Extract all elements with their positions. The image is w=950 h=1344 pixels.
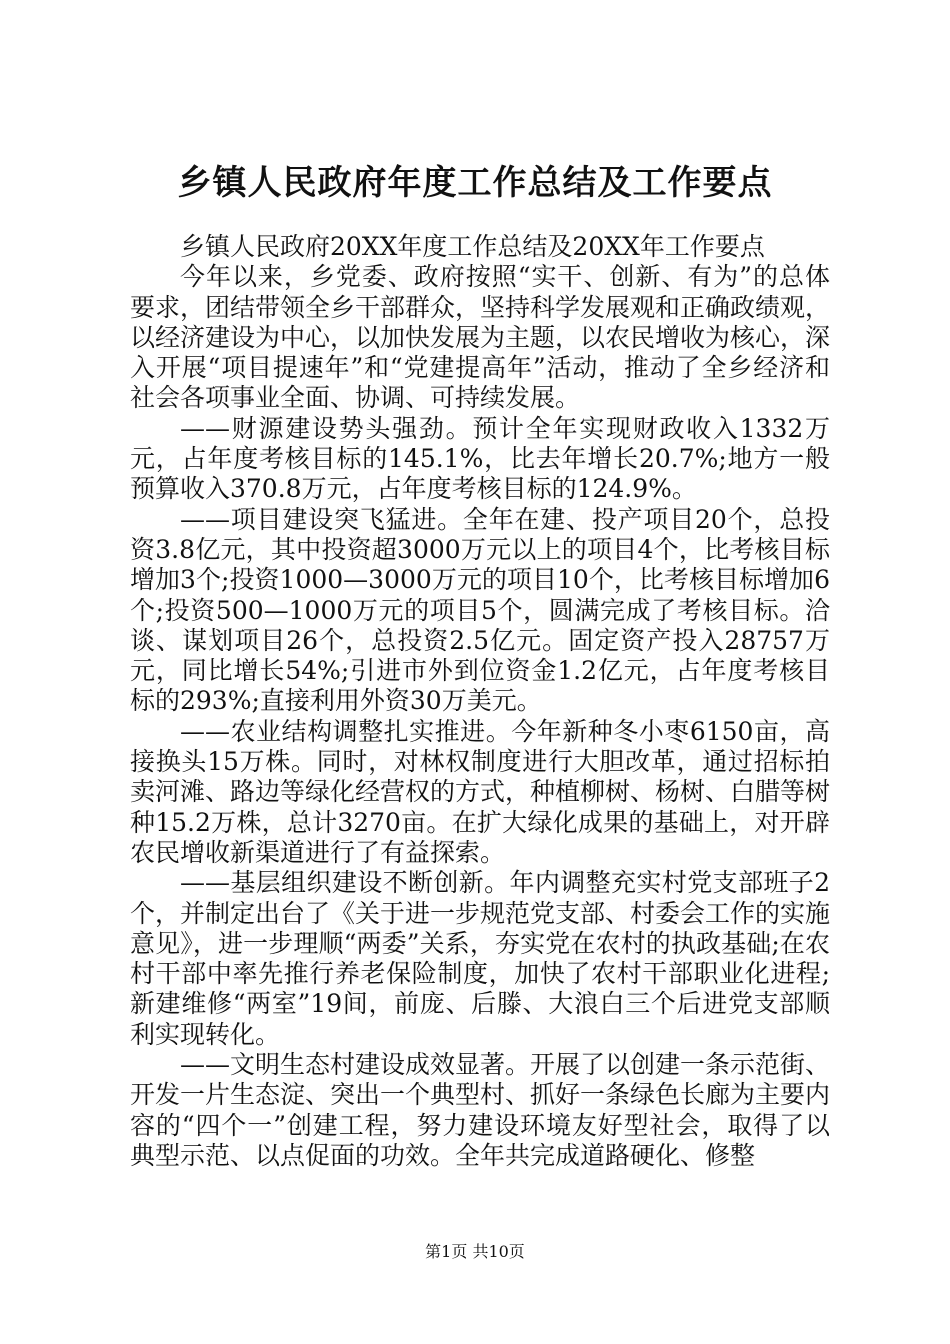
paragraph-projects: ——项目建设突飞猛进。全年在建、投产项目20个，总投资3.8亿元，其中投资超3000万元以上的项目4个，比考核目标增加3个;投资1000—3000万元的项目10个，比考核目标增加6个;投资500—1000万元的项目5个，圆满完成了考核目标。洽谈、谋划项目26个，总投资2.5亿元。固定资产投入28757万元，同比增长54%;引进市外到位资金1.2亿元，占年度考核目标的293%;直接利用外资30万美元。 — [130, 504, 830, 716]
page-footer: 第1页 共10页 — [425, 1242, 525, 1261]
paragraph-finance: ——财源建设势头强劲。预计全年实现财政收入1332万元，占年度考核目标的145.1%，比去年增长20.7%;地方一般预算收入370.8万元，占年度考核目标的124.9%。 — [130, 413, 830, 504]
document-title: 乡镇人民政府年度工作总结及工作要点 — [177, 163, 773, 203]
document-body — [130, 232, 830, 1171]
paragraph-grassroots: ——基层组织建设不断创新。年内调整充实村党支部班子2个，并制定出台了《关于进一步规范党支部、村委会工作的实施意见》，进一步理顺“两委”关系，夯实党在农村的执政基础;在农村干部中率先推行养老保险制度，加快了农村干部职业化进程;新建维修“两室”19间，前庞、后滕、大浪白三个后进党支部顺利实现转化。 — [130, 868, 831, 1049]
paragraph-agriculture: ——农业结构调整扎实推进。今年新种冬小枣6150亩，高接换头15万株。同时，对林权制度进行大胆改革，通过招标拍卖河滩、路边等绿化经营权的方式，种植柳树、杨树、白腊等树种15.2万株，总计3270亩。在扩大绿化成果的基础上，对开辟农民增收新渠道进行了有益探索。 — [130, 716, 831, 867]
paragraph-intro: 今年以来，乡党委、政府按照“实干、创新、有为”的总体要求，团结带领全乡干部群众，坚持科学发展观和正确政绩观，以经济建设为中心，以加快发展为主题，以农民增收为核心，深入开展“项目提速年”和“党建提高年”活动，推动了全乡经济和社会各项事业全面、协调、可持续发展。 — [130, 262, 831, 413]
paragraph-subtitle: 乡镇人民政府20XX年度工作总结及20XX年工作要点 — [180, 232, 765, 261]
paragraph-eco-village: ——文明生态村建设成效显著。开展了以创建一条示范街、开发一片生态淀、突出一个典型村、抓好一条绿色长廊为主要内容的“四个一”创建工程，努力建设环境友好型社会，取得了以典型示范、以点促面的功效。全年共完成道路硬化、修整 — [130, 1050, 831, 1170]
